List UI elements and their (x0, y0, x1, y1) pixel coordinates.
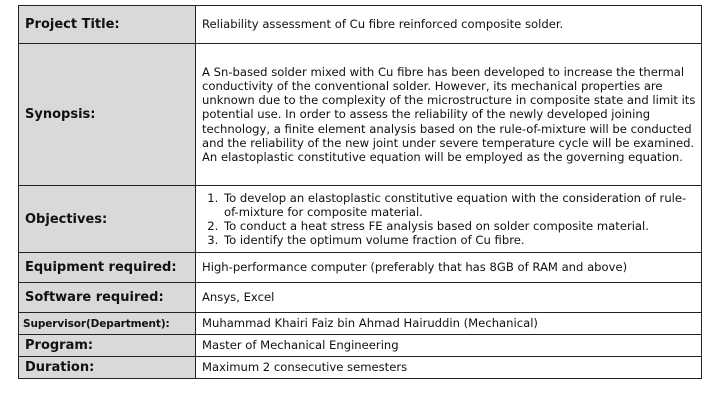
objective-item: 3. To identify the optimum volume fraction of Cu fibre. (222, 233, 696, 247)
program-label: Program: (19, 335, 196, 357)
objectives-list (202, 191, 696, 248)
duration-value: Maximum 2 consecutive semesters (196, 357, 702, 379)
row-program (19, 335, 702, 357)
supervisor-value: Muhammad Khairi Faiz bin Ahmad Hairuddin (Mechanical) (196, 313, 702, 335)
row-project-title (19, 6, 702, 44)
software-label: Software required: (19, 283, 196, 313)
program-value: Master of Mechanical Engineering (196, 335, 702, 357)
row-synopsis (19, 44, 702, 186)
row-equipment (19, 253, 702, 283)
row-objectives (19, 186, 702, 253)
objective-item: 1. To develop an elastoplastic constitutive equation with the consideration of rule-of-mixture for composite material. (222, 191, 696, 219)
objective-item: 2. To conduct a heat stress FE analysis based on solder composite material. (222, 219, 696, 233)
synopsis-value: A Sn-based solder mixed with Cu fibre has been developed to increase the thermal conductivity of the conventional solder. However, its mechanical properties are unknown due to the complexity of the microstructure in composite state and limit its potential use. In order to assess the reliability of the newly developed joining technology, a finite element analysis based on the rule-of-mixture will be conducted and the reliability of the new joint under severe temperature cycle will be examined. An elastoplastic constitutive equation will be employed as the governing equation. (196, 44, 702, 186)
supervisor-label: Supervisor(Department): (19, 313, 196, 335)
row-duration (19, 357, 702, 379)
objectives-label: Objectives: (19, 186, 196, 253)
duration-label: Duration: (19, 357, 196, 379)
equipment-label: Equipment required: (19, 253, 196, 283)
project-title-value: Reliability assessment of Cu fibre reinforced composite solder. (196, 6, 702, 44)
synopsis-label: Synopsis: (19, 44, 196, 186)
software-value: Ansys, Excel (196, 283, 702, 313)
equipment-value: High-performance computer (preferably that has 8GB of RAM and above) (196, 253, 702, 283)
project-title-label: Project Title: (19, 6, 196, 44)
project-table (18, 5, 702, 379)
objectives-value (196, 186, 702, 253)
row-software (19, 283, 702, 313)
row-supervisor (19, 313, 702, 335)
